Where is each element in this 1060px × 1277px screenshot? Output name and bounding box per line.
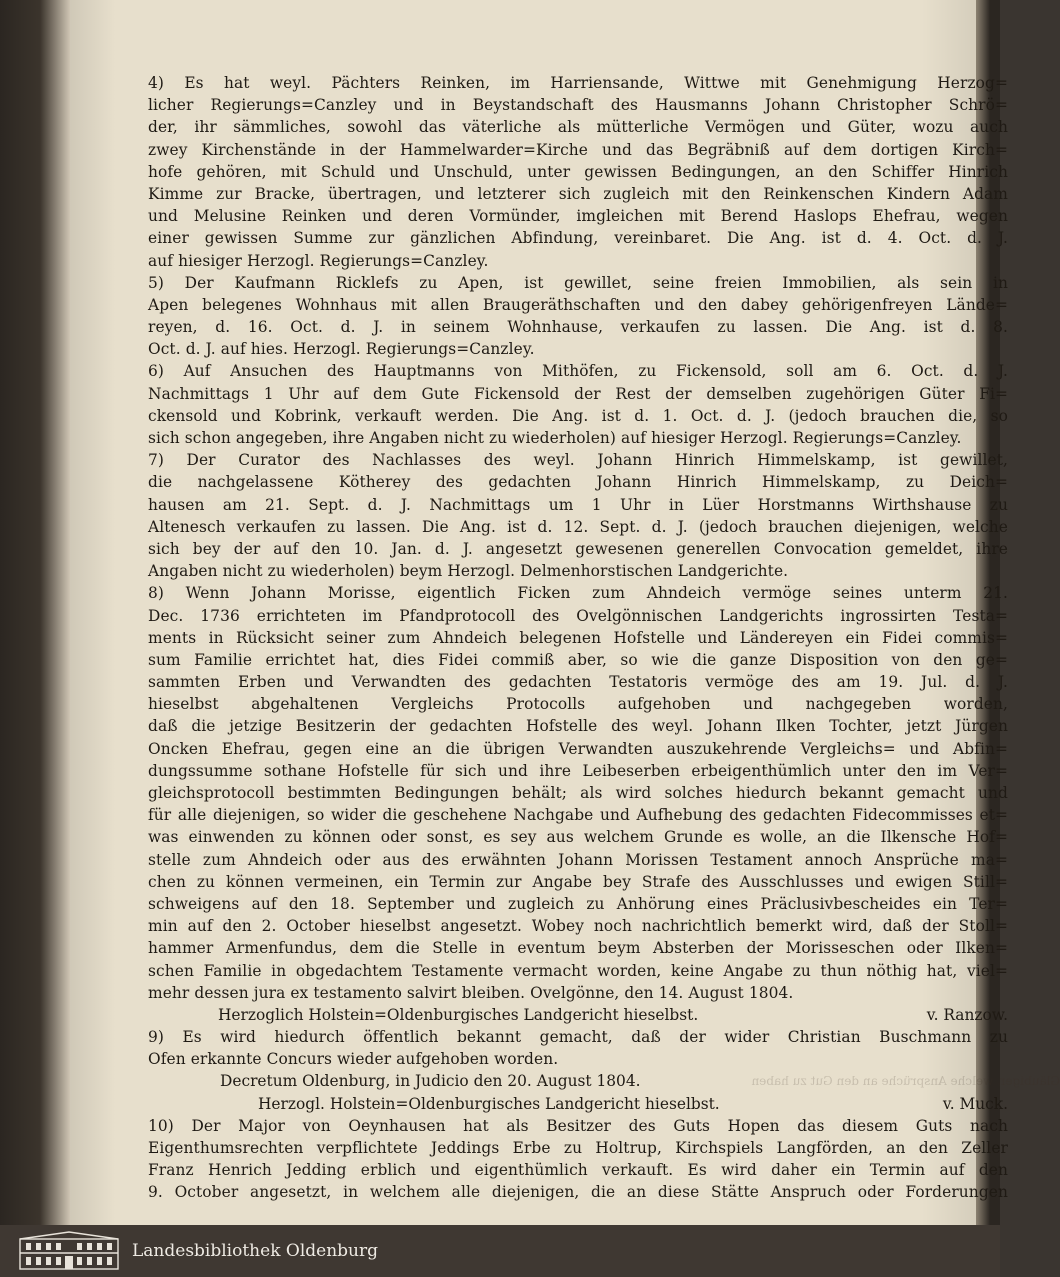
text-line: 4) Es hat weyl. Pächters Reinken, im Harriensande, Wittwe mit Genehmigung Herzog= xyxy=(148,74,1008,92)
text-line: chen zu können vermeinen, ein Termin zur Angabe bey Strafe des Ausschlusses und ewigen Still= xyxy=(148,872,1008,891)
text-line: Ofen erkannte Concurs wieder aufgehoben worden. xyxy=(148,1050,559,1069)
text-line: hammer Armenfundus, dem die Stelle in eventum beym Absterben der Morisseschen oder Ilken= xyxy=(148,939,1008,958)
text-line: hofe gehören, mit Schuld und Unschuld, unter gewissen Bedingungen, an den Schiffer Hinrich xyxy=(148,162,1008,181)
text-line: Nachmittags 1 Uhr auf dem Gute Fickensold der Rest der demselben zugehörigen Güter Fi= xyxy=(148,384,1008,403)
text-line: zwey Kirchenstände in der Hammelwarder=Kirche und das Begräbniß auf dem dortigen Kirch= xyxy=(148,140,1008,159)
text-line: 6) Auf Ansuchen des Hauptmanns von Mithöfen, zu Fickensold, soll am 6. Oct. d. J. xyxy=(148,362,1008,381)
text-line: auf hiesiger Herzogl. Regierungs=Canzley. xyxy=(148,251,489,270)
signature-line-2 xyxy=(148,1093,1008,1115)
text-line: schen Familie in obgedachtem Testamente vermacht worden, keine Angabe zu thun nöthig hat, viel= xyxy=(148,961,1008,980)
signature-1-name: v. Ranzow. xyxy=(926,1005,1008,1024)
bleed-through-text: Gläubiger, welche Ansprüche an den Gut zu haben xyxy=(751,1074,1060,1088)
text-line: für alle diejenigen, so wider die geschehene Nachgabe und Aufhebung des gedachten Fidecommisses et= xyxy=(148,806,1008,825)
text-line: sich bey der auf den 10. Jan. d. J. angesetzt gewesenen generellen Convocation gemeldet, ihre xyxy=(148,539,1008,558)
document-page xyxy=(70,0,1060,1225)
text-line: Eigenthumsrechten verpflichtete Jeddings Erbe zu Holtrup, Kirchspiels Langförden, an den Zeller xyxy=(148,1139,1008,1157)
text-line: der, ihr sämmliches, sowohl das väterliche als mütterliche Vermögen und Güter, wozu auch xyxy=(148,118,1008,137)
text-line: und Melusine Reinken und deren Vormünder, imgleichen mit Berend Haslops Ehefrau, wegen xyxy=(148,207,1008,226)
text-line: gleichsprotocoll bestimmten Bedingungen behält; als wird solches hiedurch bekannt gemacht und xyxy=(148,784,1008,802)
decretum-text: Decretum Oldenburg, in Judicio den 20. August 1804. xyxy=(220,1072,641,1091)
text-line: 9. October angesetzt, in welchem alle diejenigen, die an diese Stätte Anspruch oder Forderungen xyxy=(148,1183,1008,1202)
text-line: ckensold und Kobrink, verkauft werden. Die Ang. ist d. 1. Oct. d. J. (jedoch brauchen die, so xyxy=(148,406,1008,425)
text-line: 9) Es wird hiedurch öffentlich bekannt gemacht, daß der wider Christian Buschmann zu xyxy=(148,1028,1008,1047)
text-line: was einwenden zu können oder sonst, es sey aus welchem Grunde es wolle, an die Ilkensche Hof= xyxy=(148,828,1008,847)
text-line: Oct. d. J. auf hies. Herzogl. Regierungs=Canzley. xyxy=(148,340,535,359)
text-line: Dec. 1736 errichteten im Pfandprotocoll des Ovelgönnischen Landgerichts ingrossirten Testa= xyxy=(148,606,1008,625)
text-line: Kimme zur Bracke, übertragen, und letzterer sich zugleich mit den Reinkenschen Kindern Adam xyxy=(148,184,1008,203)
text-line: reyen, d. 16. Oct. d. J. in seinem Wohnhause, verkaufen zu lassen. Die Ang. ist d. 8. xyxy=(148,318,1008,337)
signature-2-name: v. Muck. xyxy=(942,1094,1008,1113)
text-line: Oncken Ehefrau, gegen eine an die übrigen Verwandten auszukehrende Vergleichs= und Abfin= xyxy=(148,739,1008,758)
paragraph-10 xyxy=(148,1115,1008,1204)
text-line: hieselbst abgehaltenen Vergleichs Protocolls aufgehoben und nachgegeben worden, xyxy=(148,695,1008,714)
text-line: schweigens auf den 18. September und zugleich zu Anhörung eines Präclusivbescheides ein Ter= xyxy=(148,894,1008,913)
text-line: einer gewissen Summe zur gänzlichen Abfindung, vereinbaret. Die Ang. ist d. 4. Oct. d. J. xyxy=(148,229,1008,248)
text-line: die nachgelassene Kötherey des gedachten Johann Hinrich Himmelskamp, zu Deich= xyxy=(148,473,1008,492)
text-line: sammten Erben und Verwandten des gedachten Testatoris vermöge des am 19. Jul. d. J. xyxy=(148,673,1008,692)
signature-1-court: Herzoglich Holstein=Oldenburgisches Landgericht hieselbst. xyxy=(218,1005,699,1024)
text-line: Franz Henrich Jedding erblich und eigenthümlich verkauft. Es wird daher ein Termin auf den xyxy=(148,1161,1008,1180)
footer-bar xyxy=(0,1225,1000,1277)
text-line: hausen am 21. Sept. d. J. Nachmittags um 1 Uhr in Lüer Horstmanns Wirthshause zu xyxy=(148,495,1008,514)
text-line: 7) Der Curator des Nachlasses des weyl. Johann Hinrich Himmelskamp, ist gewillet, xyxy=(148,451,1008,470)
text-line: mehr dessen jura ex testamento salvirt bleiben. Ovelgönne, den 14. August 1804. xyxy=(148,983,794,1002)
text-line: licher Regierungs=Canzley und in Beystandschaft des Hausmanns Johann Christopher Schrö= xyxy=(148,96,1008,115)
text-line: 10) Der Major von Oeynhausen hat als Besitzer des Guts Hopen das diesem Guts nach xyxy=(148,1116,1008,1135)
text-line: Altenesch verkaufen zu lassen. Die Ang. ist d. 12. Sept. d. J. (jedoch brauchen diejenigen, welche xyxy=(148,517,1008,536)
text-line: sich schon angegeben, ihre Angaben nicht zu wiederholen) auf hiesiger Herzogl. Regierungs=Canzley. xyxy=(148,429,962,447)
library-building-icon xyxy=(18,1231,120,1271)
library-name: Landesbibliothek Oldenburg xyxy=(132,1241,379,1261)
text-line: Angaben nicht zu wiederholen) beym Herzogl. Delmenhorstischen Landgerichte. xyxy=(148,562,789,581)
text-line: sum Familie errichtet hat, dies Fidei commiß aber, so wie die ganze Disposition von den ge= xyxy=(148,650,1008,669)
text-line: dungssumme sothane Hofstelle für sich und ihre Leibeserben erbeigenthümlich unter den im Ver= xyxy=(148,761,1008,780)
text-line: min auf den 2. October hieselbst angesetzt. Wobey noch nachrichtlich bemerkt wird, daß der Stoll= xyxy=(148,917,1008,936)
signature-line-1 xyxy=(148,1004,1008,1026)
paragraph-9 xyxy=(148,1026,1008,1070)
text-line: ments in Rücksicht seiner zum Ahndeich belegenen Hofstelle und Ländereyen ein Fidei commis= xyxy=(148,628,1008,647)
paragraphs-1-to-8 xyxy=(148,72,1008,1004)
document-body xyxy=(148,72,1008,1204)
text-line: stelle zum Ahndeich oder aus des erwähnten Johann Morissen Testament annoch Ansprüche ma= xyxy=(148,850,1008,869)
text-line: daß die jetzige Besitzerin der gedachten Hofstelle des weyl. Johann Ilken Tochter, jetzt Jürgen xyxy=(148,717,1008,736)
signature-2-court: Herzogl. Holstein=Oldenburgisches Landgericht hieselbst. xyxy=(258,1094,720,1113)
text-line: 8) Wenn Johann Morisse, eigentlich Ficken zum Ahndeich vermöge seines unterm 21. xyxy=(148,584,1008,603)
text-line: Apen belegenes Wohnhaus mit allen Braugeräthschaften und den dabey gehörigenfreyen Lände= xyxy=(148,295,1008,314)
text-line: 5) Der Kaufmann Ricklefs zu Apen, ist gewillet, seine freien Immobilien, als sein in xyxy=(148,273,1008,292)
